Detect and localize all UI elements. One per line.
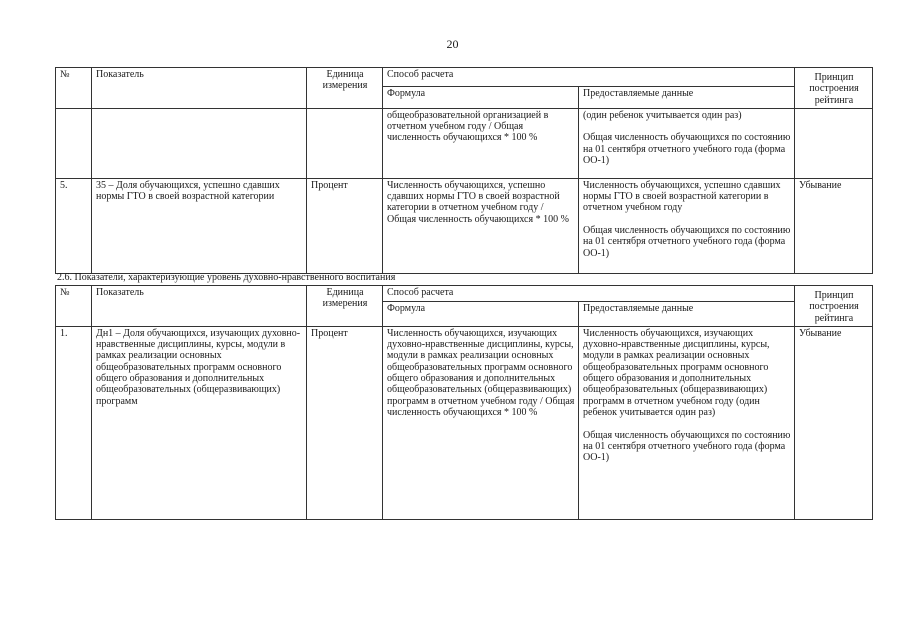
header-method: Способ расчета <box>383 68 795 87</box>
header-provided: Предоставляемые данные <box>579 87 795 109</box>
table-row <box>56 108 873 178</box>
header-row <box>56 68 873 87</box>
cell-unit: Процент <box>307 178 383 273</box>
cell-unit <box>307 108 383 178</box>
header-formula: Формула <box>383 301 579 326</box>
cell-principle: Убывание <box>795 178 873 273</box>
cell-principle: Убывание <box>795 326 873 519</box>
cell-formula: общеобразовательной организацией в отчетном учебном году / Общая численность обучающихся * 100 % <box>383 108 579 178</box>
cell-provided: Численность обучающихся, изучающих духовно-нравственные дисциплины, курсы, модули в рамках реализации основных общеобразовательных программ основного общего образования и дополнительных общеобразовательных (общеразвивающих) программ в отчетном учебном году (один ребенок учитывается один раз) Общая численность обучающихся по состоянию на 01 сентября отчетного учебного года (форма ОО-1) <box>579 326 795 519</box>
page-number: 20 <box>446 37 459 51</box>
header-num: № <box>56 68 92 109</box>
table-row <box>56 326 873 519</box>
header-unit: Единица измерения <box>307 68 383 109</box>
header-method: Способ расчета <box>383 286 795 302</box>
cell-provided: Численность обучающихся, успешно сдавших нормы ГТО в своей возрастной категории в отчетном учебном году Общая численность обучающихся по состоянию на 01 сентября отчетного учебного года (форма ОО-1) <box>579 178 795 273</box>
cell-provided: (один ребенок учитывается один раз) Общая численность обучающихся по состоянию на 01 сентября отчетного учебного года (форма ОО-1) <box>579 108 795 178</box>
cell-indicator: 35 – Доля обучающихся, успешно сдавших нормы ГТО в своей возрастной категории <box>92 178 307 273</box>
cell-principle <box>795 108 873 178</box>
header-principle: Принцип построения рейтинга <box>795 286 873 327</box>
cell-num <box>56 108 92 178</box>
header-indicator: Показатель <box>92 68 307 109</box>
cell-formula: Численность обучающихся, изучающих духовно-нравственные дисциплины, курсы, модули в рамках реализации основных общеобразовательных программ основного общего образования и дополнительных общеобразовательных (общеразвивающих) программ в отчетном учебном году / Общая численность обучающихся * 100 % <box>383 326 579 519</box>
cell-indicator: Дн1 – Доля обучающихся, изучающих духовно-нравственные дисциплины, курсы, модули в рамках реализации основных общеобразовательных программ основного общего образования и дополнительных общеобразовательных (общеразвивающих) программ <box>92 326 307 519</box>
cell-formula: Численность обучающихся, успешно сдавших нормы ГТО в своей возрастной категории в отчетном учебном году / Общая численность обучающихся * 100 % <box>383 178 579 273</box>
header-row <box>56 286 873 302</box>
header-num: № <box>56 286 92 327</box>
header-principle: Принцип построения рейтинга <box>795 68 873 109</box>
cell-unit: Процент <box>307 326 383 519</box>
header-unit: Единица измерения <box>307 286 383 327</box>
section-heading: 2.6. Показатели, характеризующие уровень духовно-нравственного воспитания <box>57 272 396 283</box>
indicators-table-spiritual <box>55 285 873 520</box>
cell-indicator <box>92 108 307 178</box>
table-row <box>56 178 873 273</box>
cell-num: 1. <box>56 326 92 519</box>
header-indicator: Показатель <box>92 286 307 327</box>
header-formula: Формула <box>383 87 579 109</box>
header-provided: Предоставляемые данные <box>579 301 795 326</box>
cell-num: 5. <box>56 178 92 273</box>
indicators-table-top <box>55 67 873 274</box>
